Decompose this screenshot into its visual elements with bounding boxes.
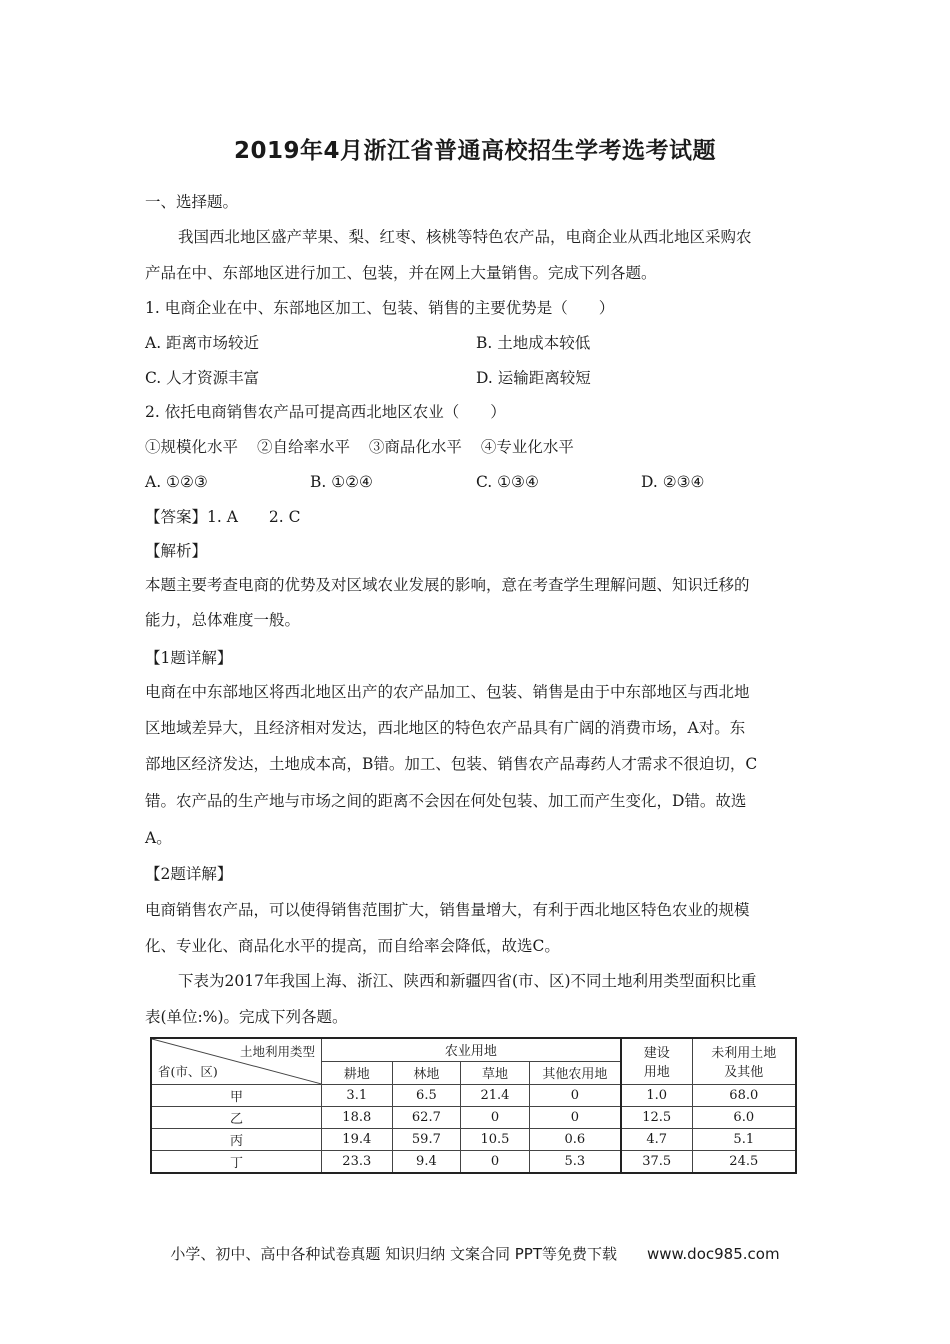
table-cell: 18.8 bbox=[321, 1106, 392, 1128]
table-cell: 23.3 bbox=[321, 1151, 392, 1173]
table-cell: 10.5 bbox=[461, 1129, 530, 1151]
detail-1-line: 电商在中东部地区将西北地区出产的农产品加工、包装、销售是由于中东部地区与西北地 bbox=[145, 683, 750, 701]
land-use-table bbox=[150, 1037, 797, 1174]
q2-statements bbox=[145, 437, 574, 457]
table-cell: 6.5 bbox=[392, 1084, 461, 1106]
analysis-label: 【解析】 bbox=[145, 542, 208, 560]
intro-2-line: 下表为2017年我国上海、浙江、陕西和新疆四省(市、区)不同土地利用类型面积比重 bbox=[178, 972, 757, 990]
q2-statement: ③商品化水平 bbox=[368, 438, 462, 456]
detail-2-line: 化、专业化、商品化水平的提高，而自给率会降低，故选C。 bbox=[145, 937, 560, 955]
agricultural-land-header: 农业用地 bbox=[321, 1038, 620, 1061]
table-cell: 21.4 bbox=[461, 1084, 530, 1106]
analysis-text-line: 能力，总体难度一般。 bbox=[145, 611, 301, 629]
table-header-row bbox=[151, 1038, 796, 1061]
q2-statement: ①规模化水平 bbox=[145, 438, 239, 456]
table-cell: 0 bbox=[529, 1106, 621, 1128]
q2-statement: ②自给率水平 bbox=[256, 438, 350, 456]
detail-1-line: A。 bbox=[145, 829, 172, 847]
table-row bbox=[151, 1129, 796, 1151]
corner-top-label: 土地利用类型 bbox=[239, 1044, 315, 1059]
table-cell: 0 bbox=[461, 1106, 530, 1128]
table-row bbox=[151, 1106, 796, 1128]
q2-option-d: D. ②③④ bbox=[641, 473, 705, 491]
table-cell: 59.7 bbox=[392, 1129, 461, 1151]
detail-1-line: 错。农产品的生产地与市场之间的距离不会因在何处包装、加工而产生变化，D错。故选 bbox=[145, 792, 747, 810]
page-title: 2019年4月浙江省普通高校招生学考选考试题 bbox=[233, 138, 717, 164]
page-footer: 小学、初中、高中各种试卷真题 知识归纳 文案合同 PPT等免费下载 www.doc985.com bbox=[170, 1245, 780, 1263]
q2-statement: ④专业化水平 bbox=[480, 438, 574, 456]
q1-option-c: C. 人才资源丰富 bbox=[145, 369, 260, 387]
corner-bottom-label: 省(市、区) bbox=[158, 1063, 218, 1079]
q2-option-c: C. ①③④ bbox=[476, 473, 539, 491]
detail-1-line: 部地区经济发达，土地成本高，B错。加工、包装、销售农产品毒药人才需求不很迫切，C bbox=[145, 755, 758, 773]
table-cell: 4.7 bbox=[621, 1129, 692, 1151]
construction-header-line: 建设 bbox=[643, 1046, 670, 1062]
table-cell: 24.5 bbox=[692, 1151, 796, 1173]
detail-2-line: 电商销售农产品，可以使得销售范围扩大，销售量增大，有利于西北地区特色农业的规模 bbox=[145, 901, 750, 919]
table-cell: 12.5 bbox=[621, 1106, 692, 1128]
q1-option-b: B. 土地成本较低 bbox=[476, 334, 591, 352]
table-cell: 3.1 bbox=[321, 1084, 392, 1106]
table-corner-cell bbox=[151, 1038, 321, 1084]
table-cell: 9.4 bbox=[392, 1151, 461, 1173]
subheader-cell: 其他农用地 bbox=[529, 1061, 621, 1084]
subheader-cell: 草地 bbox=[461, 1061, 530, 1084]
table-cell: 5.1 bbox=[692, 1129, 796, 1151]
row-label: 乙 bbox=[151, 1106, 321, 1128]
unused-land-header bbox=[692, 1038, 796, 1084]
table-cell: 68.0 bbox=[692, 1084, 796, 1106]
construction-land-header bbox=[621, 1038, 692, 1084]
table-row bbox=[151, 1151, 796, 1173]
q2-option-b: B. ①②④ bbox=[310, 473, 373, 491]
intro-paragraph-line: 我国西北地区盛产苹果、梨、红枣、核桃等特色农产品，电商企业从西北地区采购农 bbox=[178, 228, 752, 246]
detail-1-label: 【1题详解】 bbox=[145, 649, 233, 667]
unused-header-line: 未利用土地 bbox=[711, 1046, 777, 1062]
row-label: 甲 bbox=[151, 1084, 321, 1106]
intro-paragraph-line: 产品在中、东部地区进行加工、包装，并在网上大量销售。完成下列各题。 bbox=[145, 264, 657, 282]
unused-header-line: 及其他 bbox=[724, 1065, 764, 1081]
row-label: 丙 bbox=[151, 1129, 321, 1151]
table-cell: 0.6 bbox=[529, 1129, 621, 1151]
analysis-text-line: 本题主要考查电商的优势及对区域农业发展的影响，意在考查学生理解问题、知识迁移的 bbox=[145, 576, 750, 594]
table-cell: 0 bbox=[529, 1084, 621, 1106]
table-cell: 6.0 bbox=[692, 1106, 796, 1128]
subheader-cell: 耕地 bbox=[321, 1061, 392, 1084]
detail-2-label: 【2题详解】 bbox=[145, 865, 233, 883]
q2-option-a: A. ①②③ bbox=[145, 473, 208, 491]
subheader-cell: 林地 bbox=[392, 1061, 461, 1084]
table-cell: 62.7 bbox=[392, 1106, 461, 1128]
question-1-stem: 1. 电商企业在中、东部地区加工、包装、销售的主要优势是（ ） bbox=[145, 299, 615, 317]
q1-option-d: D. 运输距离较短 bbox=[476, 369, 591, 387]
table-cell: 0 bbox=[461, 1151, 530, 1173]
question-2-stem: 2. 依托电商销售农产品可提高西北地区农业（ ） bbox=[145, 403, 506, 421]
intro-2-line: 表(单位:%)。完成下列各题。 bbox=[145, 1008, 348, 1026]
answer-line: 【答案】1. A 2. C bbox=[145, 508, 301, 526]
construction-header-line: 用地 bbox=[643, 1065, 670, 1081]
q1-option-a: A. 距离市场较近 bbox=[145, 334, 260, 352]
table-cell: 1.0 bbox=[621, 1084, 692, 1106]
table-row bbox=[151, 1084, 796, 1106]
detail-1-line: 区地域差异大，且经济相对发达，西北地区的特色农产品具有广阔的消费市场，A对。东 bbox=[145, 719, 746, 737]
row-label: 丁 bbox=[151, 1151, 321, 1173]
section-heading: 一、选择题。 bbox=[145, 193, 239, 211]
table-cell: 37.5 bbox=[621, 1151, 692, 1173]
table-cell: 19.4 bbox=[321, 1129, 392, 1151]
table-cell: 5.3 bbox=[529, 1151, 621, 1173]
